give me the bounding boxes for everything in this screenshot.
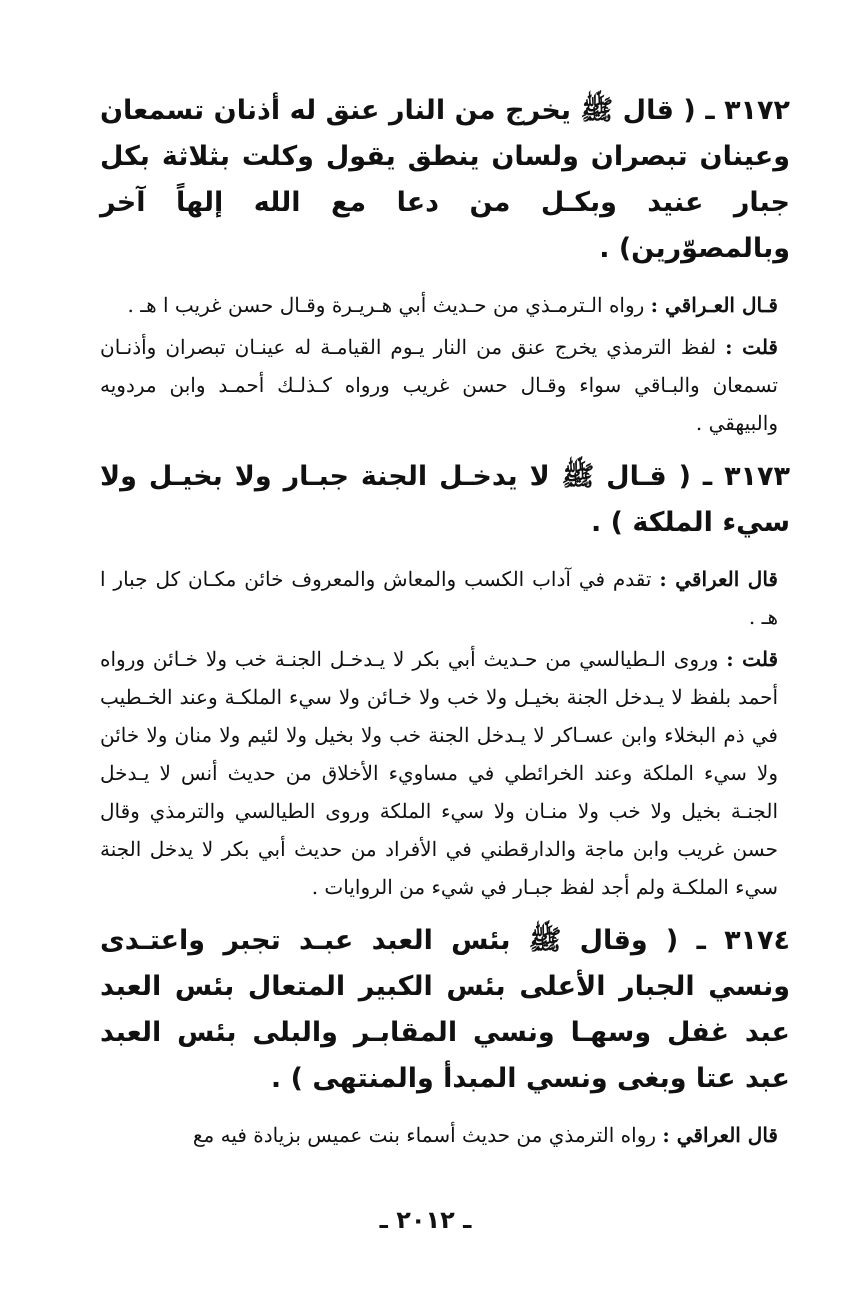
commentary-paragraph — [100, 1116, 790, 1154]
commentary-text: لفظ الترمذي يخرج عنق من النار يـوم القيامـة له عينـان تبصران وأذنـان تسمعان والبـاقي سواء وقـال حسن غريب ورواه كـذلـك أحمـد وابن مردويه والبيهقي . — [100, 335, 778, 435]
hadith-3173 — [100, 454, 790, 546]
commentary-label: قلت : — [726, 647, 779, 671]
hadith-text: ( قال ﷺ يخرج من النار عنق له أذنان تسمعان وعينان تبصران ولسان ينطق يقول وكلت بثلاثة بكل جبار عنيد وبكـل من دعا مع الله إلهاً آخر وبالمصوّرين) . — [100, 95, 790, 264]
commentary-paragraph — [100, 328, 790, 442]
commentary-label: قال العراقي : — [659, 567, 778, 591]
hadith-text: ( وقال ﷺ بئس العبد عبـد تجبر واعتـدى ونسي الجبار الأعلى بئس الكبير المتعال بئس العبد عبد غفل وسهـا ونسي المقابـر والبلى بئس العبد عبد عتا وبغى ونسي المبدأ والمنتهى ) . — [100, 925, 790, 1094]
commentary-text: رواه الـترمـذي من حـديث أبي هـريـرة وقـال حسن غريب ا هـ . — [127, 293, 645, 317]
hadith-number: ٣١٧٣ ـ — [702, 461, 790, 492]
commentary-label: قلت : — [725, 335, 778, 359]
hadith-3174 — [100, 918, 790, 1102]
commentary-label: قـال العـراقي : — [650, 293, 778, 317]
commentary-text: تقدم في آداب الكسب والمعاش والمعروف خائن مكـان كل جبار ا هـ . — [100, 567, 778, 629]
commentary-text: رواه الترمذي من حديث أسماء بنت عميس بزيادة فيه مع — [192, 1123, 657, 1147]
commentary-paragraph — [100, 560, 790, 636]
page-number: ـ ٢٠١٢ ـ — [379, 1206, 472, 1234]
commentary-label: قال العراقي : — [662, 1123, 778, 1147]
hadith-text: ( قـال ﷺ لا يدخـل الجنة جبـار ولا بخيـل ولا سيء الملكة ) . — [100, 461, 790, 538]
page-body — [100, 88, 790, 1158]
commentary-paragraph — [100, 640, 790, 906]
hadith-number: ٣١٧٤ ـ — [696, 925, 790, 956]
hadith-number: ٣١٧٢ ـ — [705, 95, 790, 126]
commentary-text: وروى الـطيالسي من حـديث أبي بكر لا يـدخـل الجنـة خب ولا خـائن ورواه أحمد بلفظ لا يـدخل الجنة بخيـل ولا خب ولا خـائن ولا سيء الملكـة وعند الخـطيب في ذم البخلاء وابن عسـاكر لا يـدخل الجنة خب ولا بخيل ولا لئيم ولا منان ولا خائن ولا سيء الملكة وعند الخرائطي في مساويء الأخلاق من حديث أنس لا يـدخل الجنـة بخيل ولا خب ولا منـان ولا سيء الملكة وروى الطيالسي والترمذي وقال حسن غريب وابن ماجة والدارقطني في الأفراد من حديث أبي بكر لا يدخل الجنة سيء الملكـة ولم أجد لفظ جبـار في شيء من الروايات . — [100, 647, 778, 899]
hadith-3172 — [100, 88, 790, 272]
commentary-paragraph — [100, 286, 790, 324]
